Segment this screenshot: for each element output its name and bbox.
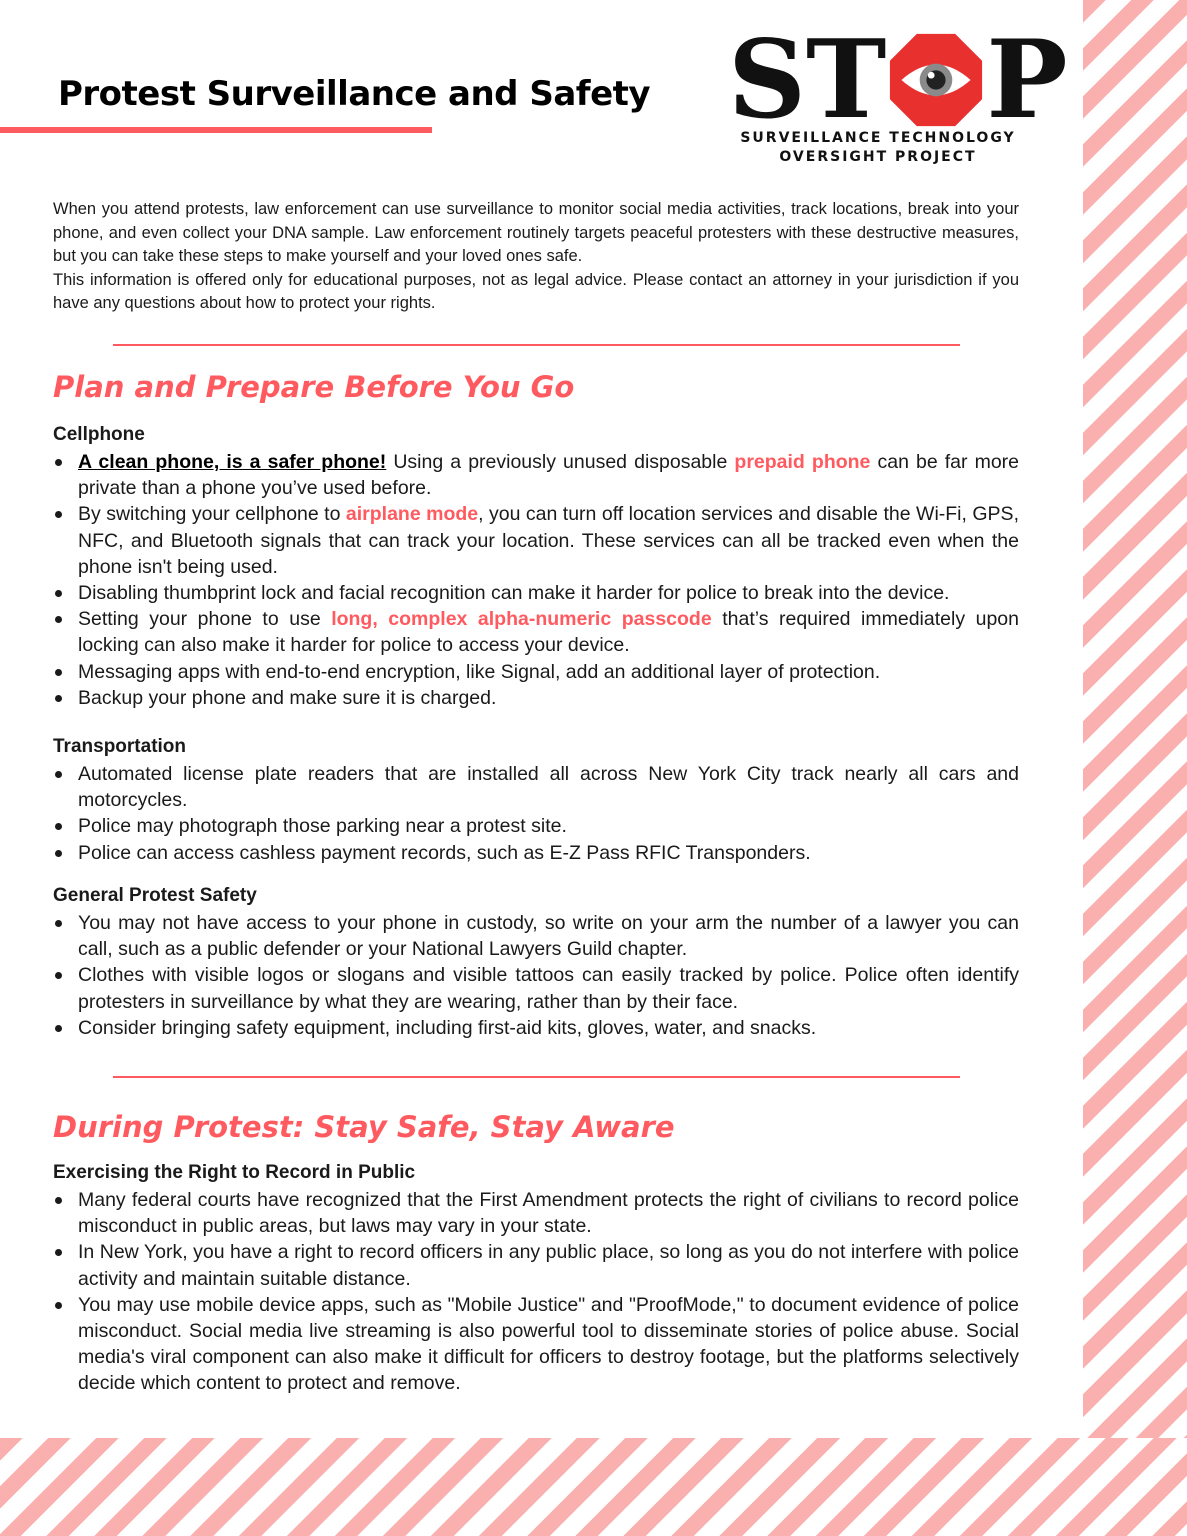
list-item: Consider bringing safety equipment, including first-aid kits, gloves, water, and snacks.	[53, 1015, 1019, 1041]
list-item-text: Setting your phone to use	[78, 608, 332, 631]
highlight-airplane-mode: airplane mode	[345, 503, 479, 526]
list-item-text: , you can turn off location services and disable the Wi-Fi, GPS, NFC, and Bluetooth signals that can track your location. These services can all be tracked even when the phone isn't being used.	[78, 503, 1019, 578]
emphasis-clean-phone: A clean phone, is a safer phone!	[78, 451, 387, 473]
stop-logo	[728, 17, 1068, 170]
section-divider	[113, 1076, 960, 1078]
logo-letter-t: T	[806, 17, 887, 143]
highlight-prepaid-phone: prepaid phone	[734, 451, 871, 473]
list-item: Messaging apps with end-to-end encryption, like Signal, add an additional layer of protection.	[53, 659, 1019, 685]
transportation-list	[53, 761, 1019, 866]
list-item: Police can access cashless payment records, such as E-Z Pass RFIC Transponders.	[53, 840, 1019, 866]
list-item	[53, 501, 1019, 580]
list-item	[53, 606, 1019, 658]
list-item: Clothes with visible logos or slogans and visible tattoos can easily tracked by police. Police often identify protesters in surveillance by what they are wearing, rather than by their face.	[53, 962, 1019, 1014]
general-safety-list	[53, 910, 1019, 1041]
list-item: You may use mobile device apps, such as "Mobile Justice" and "ProofMode," to document evidence of police misconduct. Social media live streaming is also powerful tool to disseminate stories of police abuse. Social media's viral component can also make it difficult for officers to destroy footage, but the platforms selectively decide which content to protect and remove.	[53, 1292, 1019, 1397]
highlight-passcode: long, complex alpha-numeric passcode	[331, 608, 712, 631]
right-to-record-list	[53, 1187, 1019, 1397]
subheading-transportation: Transportation	[53, 736, 187, 757]
cellphone-list	[53, 449, 1019, 711]
list-item: Disabling thumbprint lock and facial recognition can make it harder for police to break into the device.	[53, 580, 1019, 606]
list-item: Many federal courts have recognized that the First Amendment protects the right of civilians to record police misconduct in public areas, but laws may vary in your state.	[53, 1187, 1019, 1239]
logo-letter-s: S	[728, 17, 806, 143]
logo-tagline-line2: OVERSIGHT PROJECT	[779, 149, 977, 165]
list-item: Police may photograph those parking near a protest site.	[53, 813, 1019, 839]
intro-text	[53, 198, 1019, 316]
subheading-general-safety: General Protest Safety	[53, 885, 257, 906]
logo-tagline-line1: SURVEILLANCE TECHNOLOGY	[740, 130, 1016, 146]
subheading-right-to-record: Exercising the Right to Record in Public	[53, 1162, 416, 1183]
section-heading-plan: Plan and Prepare Before You Go	[53, 370, 575, 404]
title-underline	[0, 127, 432, 133]
logo-letter-p: P	[986, 17, 1068, 143]
list-item: In New York, you have a right to record officers in any public place, so long as you do not interfere with police activity and maintain suitable distance.	[53, 1239, 1019, 1291]
eye-octagon-icon	[888, 32, 984, 128]
list-item-text: can be far more private than a phone you’ve used before.	[78, 451, 1020, 500]
decorative-stripe-border-bottom	[0, 1438, 1187, 1536]
list-item-text: Using a previously unused disposable	[386, 451, 735, 473]
intro-paragraph: When you attend protests, law enforcement can use surveillance to monitor social media activities, track locations, break into your phone, and even collect your DNA sample. Law enforcement routinely targets peaceful protesters with these destructive measures, but you can take these steps to make yourself and your loved ones safe.	[53, 200, 1019, 265]
decorative-stripe-border-right	[1083, 0, 1187, 1536]
section-heading-during: During Protest: Stay Safe, Stay Aware	[53, 1110, 675, 1144]
section-divider	[113, 344, 960, 346]
disclaimer-paragraph: This information is offered only for educational purposes, not as legal advice. Please contact an attorney in your jurisdiction if you have any questions about how to protect your rights.	[53, 270, 1019, 312]
list-item-text: By switching your cellphone to	[78, 503, 346, 526]
list-item	[53, 449, 1019, 501]
list-item: You may not have access to your phone in custody, so write on your arm the number of a lawyer you can call, such as a public defender or your National Lawyers Guild chapter.	[53, 910, 1019, 962]
list-item: Backup your phone and make sure it is charged.	[53, 685, 1019, 711]
subheading-cellphone: Cellphone	[53, 424, 145, 445]
page-title: Protest Surveillance and Safety	[58, 74, 651, 114]
list-item: Automated license plate readers that are installed all across New York City track nearly all cars and motorcycles.	[53, 761, 1019, 813]
list-item-text: that’s required immediately upon locking can also make it harder for police to access your device.	[78, 608, 1019, 657]
